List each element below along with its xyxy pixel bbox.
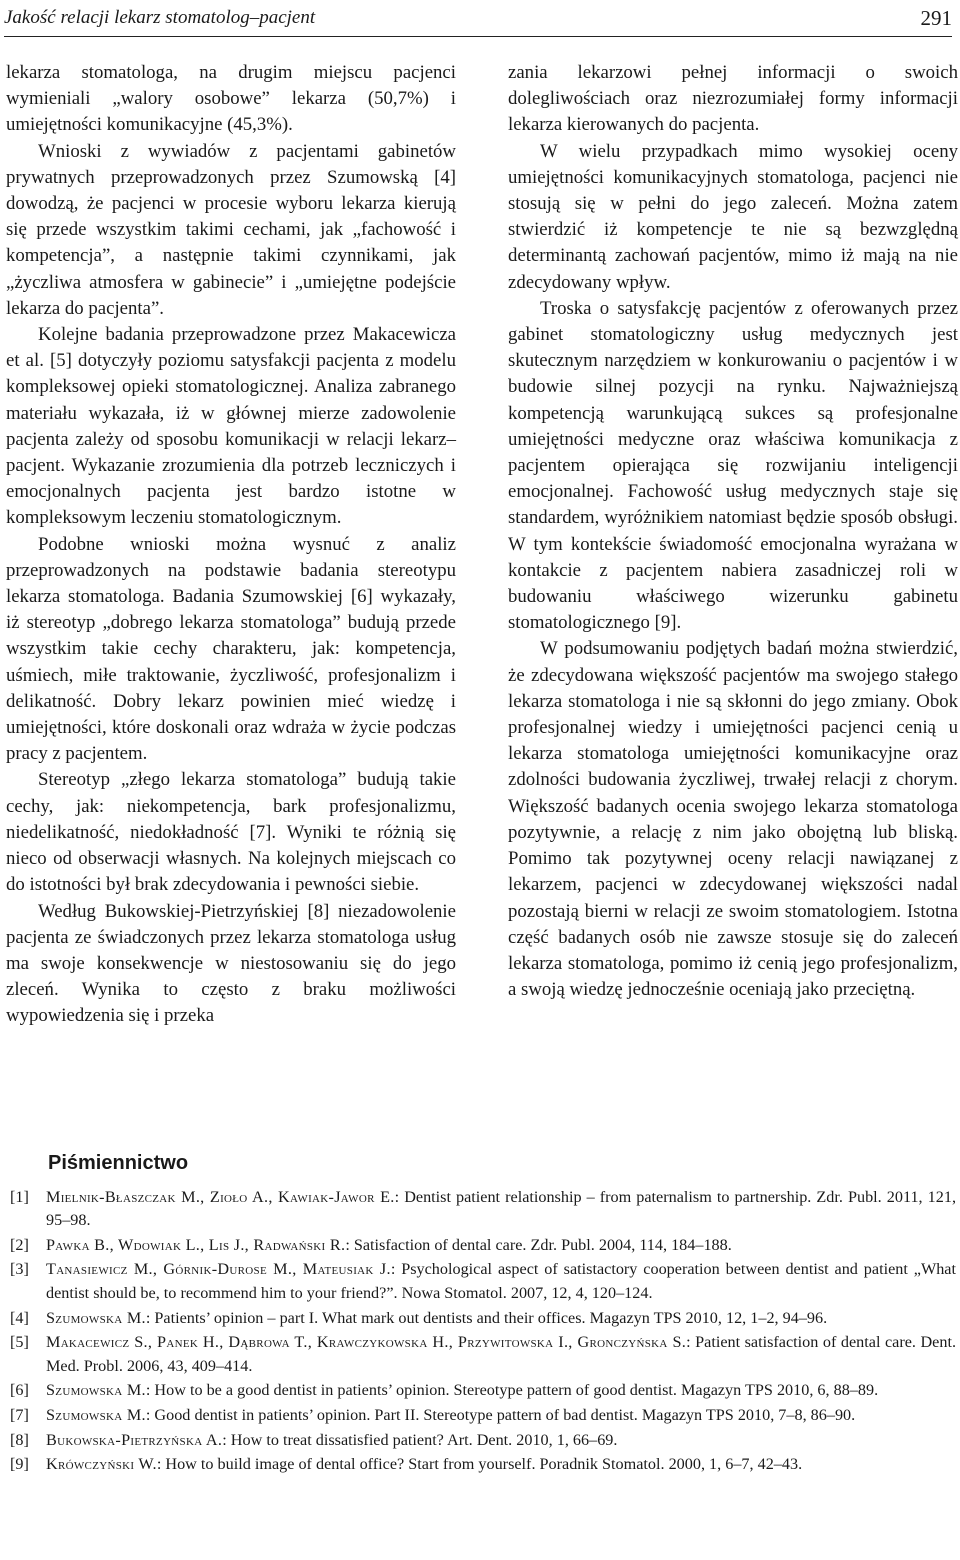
references-heading: Piśmiennictwo (48, 1152, 189, 1174)
paragraph: W podsumowaniu podjętych badań można stwierdzić, że zdecydowana większość pacjentów ma swojego stałego lekarza stomatologa i nie są skłonni do jego zmiany. Obok profesjonalnej wiedzy i umiejętności pacjenci cenią u lekarza stomatologa umiejętności komunikacyjne oraz zdolności budowania życzliwej, trwałej relacji z chorym. Większość badanych ocenia swojego lekarza stomatologa pozytywnie, a relację z nim jako obojętną lub bliską. Pomimo tak pozytywnej oceny relacji nawiązanej z lekarzem, pacjenci w zdecydowanej większości nadal pozostają bierni w relacji ze swoim stomatologiem. Istotna część badanych osób nie zawsze stosuje się do zaleceń lekarza stomatologa, pomimo iż cenią jego profesjonalizm, a swoją wiedzę jednocześnie oceniają jako przeciętną. (508, 638, 958, 1001)
reference-text: : Patients’ opinion – part I. What mark out dentists and their offices. Magazyn TPS 2010, 12, 1–2, 94–96. (145, 1308, 828, 1327)
reference-text: : Patient satisfaction of dental care. Dent. Med. Probl. 2006, 43, 409–414. (46, 1333, 956, 1375)
reference-number: [3] (10, 1260, 29, 1279)
reference-authors: Mielnik-Błaszczak M., Zioło A., Kawiak-Jawor E. (46, 1187, 395, 1206)
paragraph: W wielu przypadkach mimo wysokiej oceny umiejętności komunikacyjnych stomatologa, pacjenci nie stosują się w pełni do jego zaleceń. Można zatem stwierdzić iż kompetencje te nie są bezwzględną determinantą zachowań pacjentów, mimo iż mają na nie zdecydowany wpływ. (508, 140, 958, 293)
references-section (10, 1152, 956, 1478)
reference-text: : Good dentist in patients’ opinion. Part II. Stereotype pattern of bad dentist. Magazyn TPS 2010, 7–8, 86–90. (145, 1405, 856, 1424)
reference-item (10, 1234, 956, 1258)
reference-number: [8] (10, 1430, 29, 1449)
reference-item (10, 1429, 956, 1453)
reference-authors: Bukowska-Pietrzyńska A. (46, 1430, 223, 1449)
reference-number: [9] (10, 1455, 29, 1474)
paragraph: Według Bukowskiej-Pietrzyńskiej [8] niezadowolenie pacjenta ze świadczonych przez lekarza stomatologa usług ma swoje konsekwencje w niestosowaniu się do jego zleceń. Wynika to często z braku możliwości wypowiedzenia się i przeka (6, 900, 456, 1027)
reference-number: [2] (10, 1235, 29, 1254)
reference-item (10, 1258, 956, 1305)
reference-text: : Satisfaction of dental care. Zdr. Publ. 2004, 114, 184–188. (345, 1235, 732, 1254)
reference-text: : Dentist patient relationship – from paternalism to partnership. Zdr. Publ. 2011, 121, 95–98. (46, 1187, 956, 1230)
reference-authors: Pawka B., Wdowiak L., Lis J., Radwański R. (46, 1235, 346, 1254)
running-title: Jakość relacji lekarz stomatolog–pacjent (4, 7, 316, 28)
reference-item (10, 1404, 956, 1428)
reference-item (10, 1379, 956, 1403)
paragraph: Troska o satysfakcję pacjentów z oferowanych przez gabinet stomatologiczny usług medycznych jest skutecznym narzędziem w konkurowaniu o pacjentów i w budowie silnej pozycji na rynku. Najważniejszą kompetencją warunkującą sukces są profesjonalne umiejętności medyczne oraz właściwa komunikacja z pacjentem opierająca się rozwijaniu inteligencji emocjonalnej. Fachowość usług medycznych staje się standardem, wyróżnikiem natomiast będzie sposób obsługi. W tym kontekście świadomość emocjonalna wyrażana w kontakcie z pacjentem nabiera zasadniczej roli w budowaniu właściwego wizerunku gabinetu stomatologicznego [9]. (508, 297, 958, 634)
reference-number: [7] (10, 1405, 29, 1424)
left-column (6, 60, 456, 1030)
reference-item (10, 1186, 956, 1233)
reference-item (10, 1307, 956, 1331)
paragraph: Wnioski z wywiadów z pacjentami gabinetów prywatnych przeprowadzonych przez Szumowską [4] dowodzą, że pacjenci w procesie wyboru lekarza kierują się przede wszystkim takimi cechami, jak „fachowość i kompetencja”, a następnie takimi czynnikami, jak „życzliwa atmosfera w gabinecie” i „umiejętne podejście lekarza do pacjenta”. (6, 140, 456, 319)
page-number: 291 (920, 5, 952, 30)
reference-authors: Makacewicz S., Panek H., Dąbrowa T., Krawczykowska H., Przywitowska I., Gronczyńska S. (46, 1333, 687, 1352)
reference-number: [5] (10, 1333, 29, 1352)
reference-item (10, 1453, 956, 1477)
reference-text: : How to treat dissatisfied patient? Art. Dent. 2010, 1, 66–69. (222, 1430, 618, 1449)
paragraph: zania lekarzowi pełnej informacji o swoich dolegliwościach oraz niezrozumiałej formy informacji lekarza kierowanych do pacjenta. (508, 62, 958, 136)
right-column (508, 60, 958, 1003)
reference-number: [6] (10, 1381, 29, 1400)
reference-authors: Szumowska M. (46, 1308, 146, 1327)
reference-text: : How to build image of dental office? Start from yourself. Poradnik Stomatol. 2000, 1, 6–7, 42–43. (156, 1455, 803, 1474)
reference-authors: Szumowska M. (46, 1381, 146, 1400)
reference-number: [1] (10, 1187, 29, 1206)
reference-authors: Tanasiewicz M., Górnik-Durose M., Mateusiak J. (46, 1260, 391, 1279)
running-head (4, 0, 952, 37)
paragraph: Kolejne badania przeprowadzone przez Makacewicza et al. [5] dotyczyły poziomu satysfakcji pacjenta z modelu kompleksowej opieki stomatologicznej. Analiza zabranego materiału wykazała, iż w głównej mierze zadowolenie pacjenta zależy od sposobu komunikacji w relacji lekarz–pacjent. Wykazanie zrozumienia dla potrzeb leczniczych i emocjonalnych pacjenta jest bardzo istotne w kompleksowym leczeniu stomatologicznym. (6, 324, 456, 529)
paragraph: lekarza stomatologa, na drugim miejscu pacjenci wymieniali „walory osobowe” lekarza (50,7%) i umiejętności komunikacyjne (45,3%). (6, 62, 456, 136)
paragraph: Stereotyp „złego lekarza stomatologa” budują takie cechy, jak: niekompetencja, bark profesjonalizmu, niedelikatność, niedokładność [7]. Wyniki te różnią się nieco od obserwacji własnych. Na kolejnych miejscach co do istotności był brak zdecydowania i pewności siebie. (6, 769, 456, 896)
reference-number: [4] (10, 1308, 29, 1327)
paragraph: Podobne wnioski można wysnuć z analiz przeprowadzonych na podstawie badania stereotypu lekarza stomatologa. Badania Szumowskiej [6] wykazały, iż stereotyp „dobrego lekarza stomatologa” budują przede wszystkim takie cechy charakteru, jak: kompetencja, uśmiech, miłe traktowanie, życzliwość, profesjonalizm i delikatność. Dobry lekarz powinien mieć wiedzę i umiejętności, które doskonali oraz wdraża w życie podczas pracy z pacjentem. (6, 533, 456, 765)
reference-authors: Szumowska M. (46, 1405, 146, 1424)
reference-text: : Psychological aspect of satistactory cooperation between dentist and patient „What dentist should be, to recommend him to your friend?”. Nowa Stomatol. 2007, 12, 4, 120–124. (46, 1260, 956, 1302)
reference-item (10, 1331, 956, 1378)
reference-text: : How to be a good dentist in patients’ opinion. Stereotype pattern of good dentist. Magazyn TPS 2010, 6, 88–89. (145, 1381, 879, 1400)
reference-authors: Krówczyński W. (46, 1455, 157, 1474)
